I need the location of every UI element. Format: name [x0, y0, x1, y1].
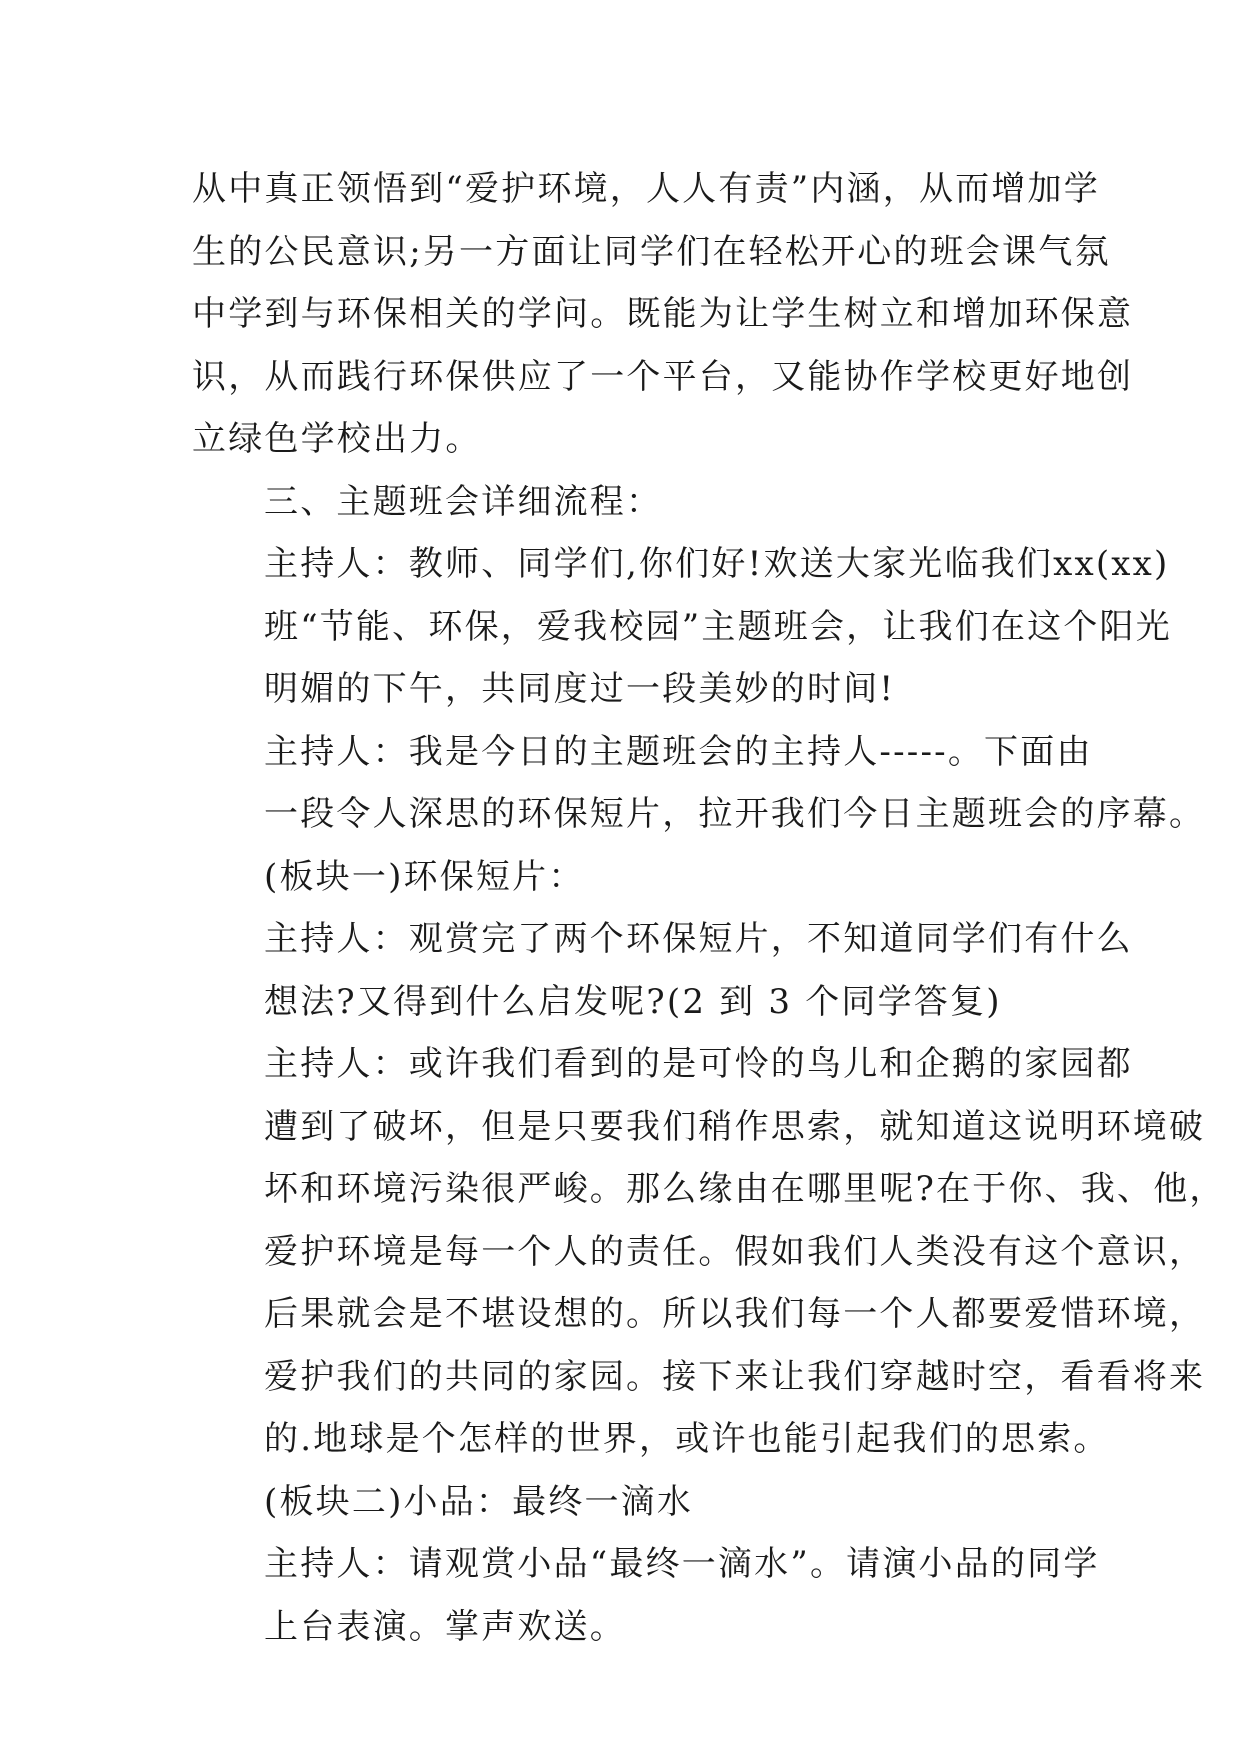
text-line: 遭到了破坏，但是只要我们稍作思索，就知道这说明环境破 — [264, 1106, 1206, 1147]
paragraph-host-question — [192, 908, 1133, 1033]
text-line: 从中真正领悟到“爱护环境，人人有责”内涵，从而增加学 — [192, 169, 1100, 209]
paragraph-host-reflection — [192, 1033, 1226, 1471]
text-line: 三、主题班会详细流程： — [264, 481, 663, 522]
text-line: 的.地球是个怎样的世界，或许也能引起我们的思索。 — [264, 1419, 1110, 1459]
text-line: (板块一)环保短片： — [264, 856, 585, 897]
text-line: 主持人：教师、同学们,你们好!欢送大家光临我们xx(xx) — [264, 544, 1170, 584]
text-line: 班“节能、环保，爱我校园”主题班会，让我们在这个阳光 — [264, 606, 1172, 647]
text-line: 识，从而践行环保供应了一个平台，又能协作学校更好地创 — [192, 356, 1134, 397]
paragraph-host-intro — [192, 721, 1206, 846]
text-line: 主持人：观赏完了两个环保短片，不知道同学们有什么 — [264, 919, 1133, 959]
text-line: 中学到与环保相关的学问。既能为让学生树立和增加环保意 — [192, 294, 1134, 334]
text-line: 爱护我们的共同的家园。接下来让我们穿越时空，看看将来 — [264, 1356, 1206, 1397]
segment-heading-1 — [192, 846, 1054, 909]
text-line: 主持人：我是今日的主题班会的主持人-----。下面由 — [264, 731, 1093, 772]
text-line: 立绿色学校出力。 — [192, 419, 482, 459]
text-line: 主持人：请观赏小品“最终一滴水”。请演小品的同学 — [264, 1544, 1100, 1584]
text-line: (板块二)小品：最终一滴水 — [264, 1481, 694, 1522]
paragraph-purpose — [192, 158, 1134, 471]
paragraph-host-welcome — [192, 533, 1172, 721]
text-line: 明媚的下午，共同度过一段美妙的时间! — [264, 669, 896, 709]
text-line: 坏和环境污染很严峻。那么缘由在哪里呢?在于你、我、他， — [264, 1169, 1226, 1209]
text-line: 爱护环境是每一个人的责任。假如我们人类没有这个意识， — [264, 1231, 1206, 1272]
text-line: 一段令人深思的环保短片，拉开我们今日主题班会的序幕。 — [264, 794, 1206, 834]
section-heading — [192, 471, 1054, 534]
document-body — [192, 158, 1226, 1658]
text-line: 想法?又得到什么启发呢?(2 到 3 个同学答复) — [264, 981, 1002, 1022]
text-line: 后果就会是不堪设想的。所以我们每一个人都要爱惜环境， — [264, 1294, 1206, 1334]
text-line: 上台表演。掌声欢送。 — [264, 1606, 626, 1647]
paragraph-host-skit — [192, 1533, 1100, 1658]
text-line: 主持人：或许我们看到的是可怜的鸟儿和企鹅的家园都 — [264, 1044, 1133, 1084]
text-line: 生的公民意识;另一方面让同学们在轻松开心的班会课气氛 — [192, 231, 1111, 272]
segment-heading-2 — [192, 1471, 1054, 1534]
